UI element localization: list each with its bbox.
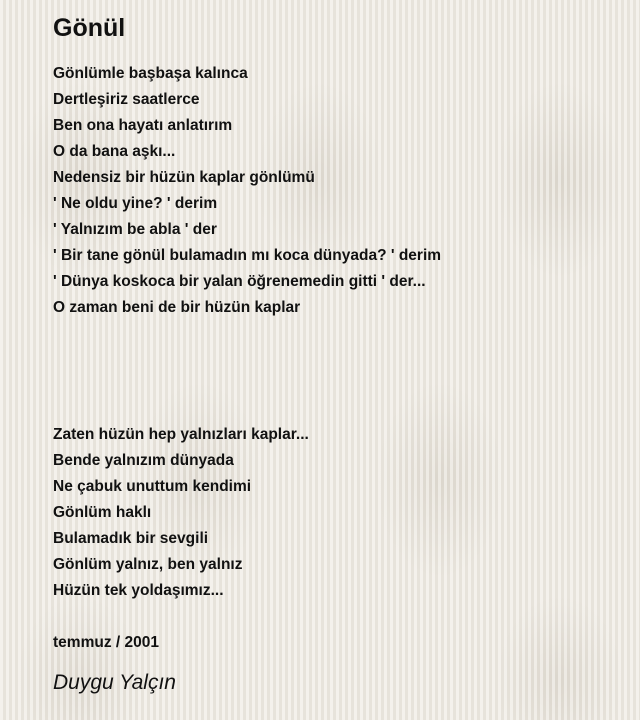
poem-line: Gönlüm haklı <box>53 504 152 521</box>
poem-line: Ben ona hayatı anlatırım <box>53 117 233 134</box>
poem-line: O zaman beni de bir hüzün kaplar <box>53 299 301 316</box>
poem-line: ' Ne oldu yine? ' derim <box>53 195 218 212</box>
poem-line: Hüzün tek yoldaşımız... <box>53 582 224 599</box>
poem-line: O da bana aşkı... <box>53 143 176 160</box>
stanza-gap <box>53 321 613 422</box>
poem-line: Zaten hüzün hep yalnızları kaplar... <box>53 426 309 443</box>
poem-line: Ne çabuk unuttum kendimi <box>53 478 252 495</box>
stanza-1 <box>53 61 613 321</box>
poem-line: Bende yalnızım dünyada <box>53 452 234 469</box>
poem-line: Bulamadık bir sevgili <box>53 530 209 547</box>
poem-title: Gönül <box>53 14 126 42</box>
poem-line: Dertleşiriz saatlerce <box>53 91 200 108</box>
poem-line: Gönlümle başbaşa kalınca <box>53 65 248 82</box>
stanza-2 <box>53 422 613 604</box>
poem-container <box>53 10 613 698</box>
poem-line: ' Bir tane gönül bulamadın mı koca dünyada? ' derim <box>53 247 442 264</box>
poem-line: Gönlüm yalnız, ben yalnız <box>53 556 243 573</box>
poem-line: Nedensiz bir hüzün kaplar gönlümü <box>53 169 315 186</box>
poem-line: ' Dünya koskoca bir yalan öğrenemedin gitti ' der... <box>53 273 426 290</box>
poem-author: Duygu Yalçın <box>53 671 176 694</box>
poem-date: temmuz / 2001 <box>53 634 159 651</box>
poem-line: ' Yalnızım be abla ' der <box>53 221 217 238</box>
